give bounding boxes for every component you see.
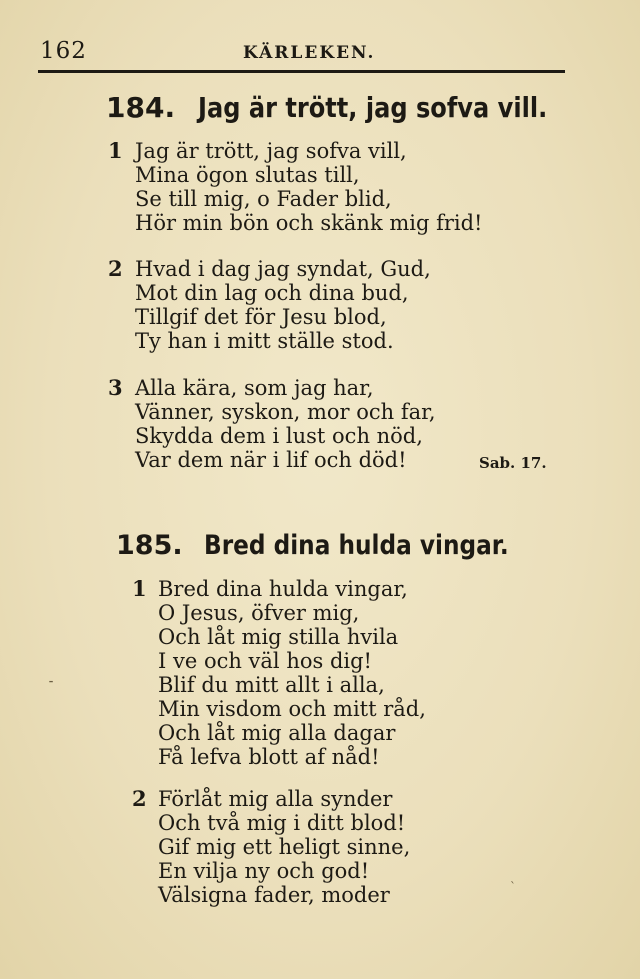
verse-line: Skydda dem i lust och nöd, bbox=[135, 424, 423, 448]
ink-fleck: ˋ bbox=[510, 880, 516, 894]
verse-number: 3 bbox=[108, 375, 123, 400]
header-rule bbox=[38, 70, 565, 73]
verse-line: Se till mig, o Fader blid, bbox=[135, 187, 392, 211]
verse-line: Gif mig ett heligt sinne, bbox=[158, 835, 411, 859]
verse-line: Och låt mig stilla hvila bbox=[158, 625, 399, 649]
hymn-184-heading bbox=[106, 91, 604, 124]
hymn-number: 185. bbox=[116, 530, 183, 561]
verse-line: En vilja ny och god! bbox=[158, 859, 370, 883]
verse-line: Hvad i dag jag syndat, Gud, bbox=[135, 257, 431, 281]
hymn-title: Bred dina hulda vingar. bbox=[204, 530, 509, 561]
hymn-185-stanza-1 bbox=[158, 577, 426, 769]
hymn-184-stanza-2 bbox=[135, 257, 431, 353]
page-number: 162 bbox=[40, 38, 87, 64]
ink-fleck: ⁃ bbox=[48, 675, 54, 689]
verse-line: I ve och väl hos dig! bbox=[158, 649, 372, 673]
verse-line: Bred dina hulda vingar, bbox=[158, 577, 408, 601]
hymn-title: Jag är trött, jag sofva vill. bbox=[198, 91, 548, 124]
verse-line: Hör min bön och skänk mig frid! bbox=[135, 211, 483, 235]
hymn-number: 184. bbox=[106, 91, 176, 124]
hymn-185-heading bbox=[116, 530, 558, 561]
verse-number: 1 bbox=[132, 576, 147, 601]
verse-line: Och två mig i ditt blod! bbox=[158, 811, 406, 835]
verse-line: Och låt mig alla dagar bbox=[158, 721, 396, 745]
verse-line: Förlåt mig alla synder bbox=[158, 787, 393, 811]
verse-line: Min visdom och mitt råd, bbox=[158, 697, 426, 721]
running-title: KÄRLEKEN. bbox=[243, 43, 376, 63]
verse-line: Jag är trött, jag sofva vill, bbox=[135, 139, 407, 163]
verse-line: Få lefva blott af nåd! bbox=[158, 745, 380, 769]
verse-number: 1 bbox=[108, 138, 123, 163]
verse-line: Tillgif det för Jesu blod, bbox=[135, 305, 387, 329]
verse-line: Välsigna fader, moder bbox=[158, 883, 390, 907]
verse-line: Mot din lag och dina bud, bbox=[135, 281, 409, 305]
hymn-184-stanza-1 bbox=[135, 139, 483, 235]
hymn-185-stanza-2 bbox=[158, 787, 410, 907]
verse-number: 2 bbox=[108, 256, 123, 281]
verse-line: Mina ögon slutas till, bbox=[135, 163, 360, 187]
tune-source: Sab. 17. bbox=[479, 454, 547, 472]
verse-number: 2 bbox=[132, 786, 147, 811]
verse-line: Blif du mitt allt i alla, bbox=[158, 673, 385, 697]
hymn-184-stanza-3 bbox=[135, 376, 436, 472]
verse-line: Var dem när i lif och död! bbox=[135, 448, 407, 472]
verse-line: Alla kära, som jag har, bbox=[135, 376, 374, 400]
verse-line: O Jesus, öfver mig, bbox=[158, 601, 360, 625]
verse-line: Vänner, syskon, mor och far, bbox=[135, 400, 436, 424]
verse-line: Ty han i mitt ställe stod. bbox=[135, 329, 394, 353]
